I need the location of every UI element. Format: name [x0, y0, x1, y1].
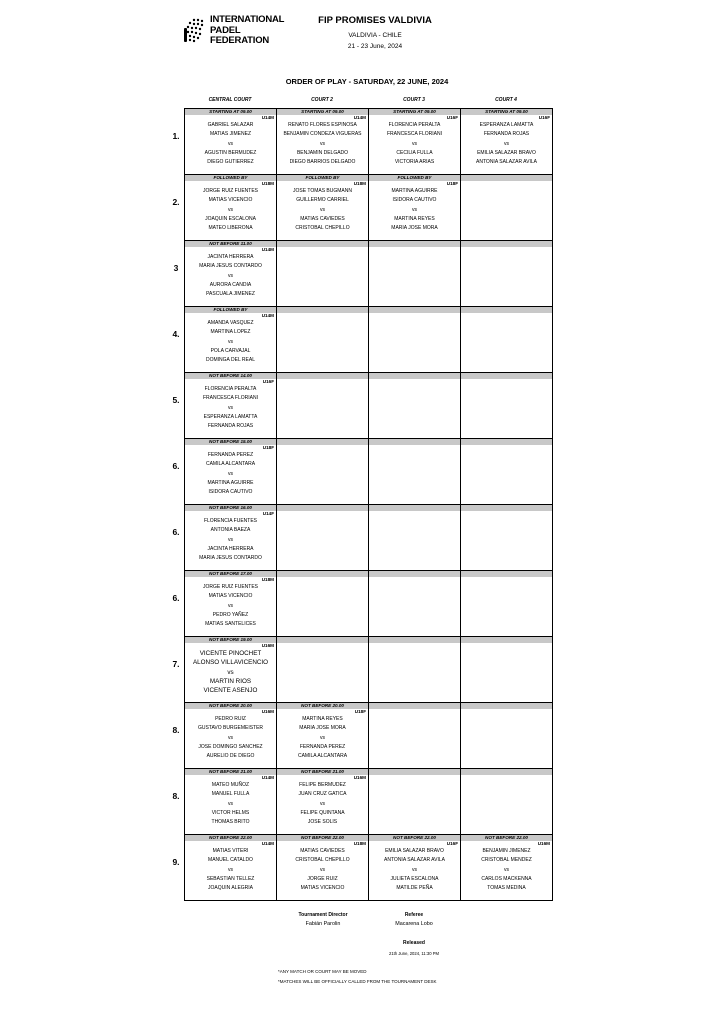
match-cell — [185, 571, 277, 637]
match-cell — [369, 373, 461, 439]
category-label: U18F — [354, 709, 366, 714]
schedule-time-band — [461, 571, 552, 577]
match-cell — [369, 307, 461, 373]
schedule-time-band: NOT BEFORE 20.00 — [277, 703, 368, 709]
player-name: ANTONIA BAEZA — [210, 527, 251, 534]
match-row — [185, 373, 553, 439]
match-row — [185, 175, 553, 241]
tournament-title: FIP PROMISES VALDIVIA — [318, 15, 432, 26]
match-cell — [277, 307, 369, 373]
versus-label: vs — [412, 206, 417, 213]
category-label: U16F — [446, 115, 458, 120]
player-name: FERNANDA PEREZ — [299, 743, 346, 750]
schedule-time-band — [461, 175, 552, 181]
match-cell — [461, 703, 553, 769]
player-name: MARIA JESUS CONTARDO — [199, 555, 262, 562]
player-name: ANTONIA SALAZAR AVILA — [384, 857, 445, 864]
match-cell — [461, 175, 553, 241]
schedule-time-band — [369, 637, 460, 643]
match-cell — [461, 373, 553, 439]
player-name: MATIAS VICENCIO — [208, 197, 253, 204]
match-cell — [277, 769, 369, 835]
player-name: MARIA JESUS CONTARDO — [199, 263, 262, 270]
schedule-time-band: FOLLOWED BY — [185, 307, 276, 313]
schedule-time-band — [369, 769, 460, 775]
category-label: U18M — [261, 577, 274, 582]
schedule-time-band: STARTING AT 09.00 — [461, 109, 552, 115]
round-number: 5. — [172, 395, 180, 405]
player-name: GABRIEL SALAZAR — [207, 122, 254, 128]
court-header-2: COURT 2 — [311, 97, 333, 103]
player-name: JOSE TOMAS BUGMANN — [293, 188, 352, 194]
schedule-time-band: NOT BEFORE 17.00 — [185, 571, 276, 577]
match-cell — [461, 835, 553, 901]
match-row — [185, 505, 553, 571]
match-cell — [369, 835, 461, 901]
category-label: U18F — [262, 445, 274, 450]
match-cell — [185, 373, 277, 439]
round-number: 7. — [172, 659, 180, 669]
federation-name: INTERNATIONAL PADEL FEDERATION — [210, 14, 285, 46]
player-name: MATIAS CAVIEDES — [300, 215, 345, 222]
category-label: U14M — [261, 247, 274, 252]
schedule-time-band — [461, 505, 552, 511]
player-name: MANUEL CATALDO — [208, 857, 253, 864]
match-cell — [277, 505, 369, 571]
match-cell — [461, 637, 553, 703]
player-name: FRANCESCA FLORIANI — [386, 131, 442, 138]
player-name: FERNANDA PEREZ — [207, 452, 254, 458]
schedule-time-band — [369, 439, 460, 445]
player-name: PASCUALA JIMENEZ — [206, 291, 255, 298]
round-number: 4. — [172, 329, 180, 339]
order-of-play-table — [184, 108, 553, 901]
player-name: FERNANDA ROJAS — [483, 131, 530, 138]
schedule-time-band: FOLLOWED BY — [185, 175, 276, 181]
player-name: CECILIA FULLA — [396, 149, 433, 156]
versus-label: vs — [228, 140, 233, 147]
player-name: MARIA JOSE MORA — [299, 725, 346, 732]
player-name: MARTINA AGUIRRE — [207, 479, 254, 486]
schedule-time-band — [369, 505, 460, 511]
match-cell — [185, 109, 277, 175]
schedule-time-band: FOLLOWED BY — [369, 175, 460, 181]
player-name: VICTORIA ARIAS — [394, 159, 435, 166]
category-label: U18M — [353, 181, 366, 186]
schedule-time-band: NOT BEFORE 22.00 — [461, 835, 552, 841]
schedule-time-band: NOT BEFORE 19.00 — [185, 637, 276, 643]
match-row — [185, 439, 553, 505]
player-name: SEBASTIAN TELLEZ — [206, 875, 255, 882]
schedule-time-band — [369, 703, 460, 709]
match-row — [185, 571, 553, 637]
versus-label: vs — [320, 206, 325, 213]
versus-label: vs — [504, 140, 509, 147]
player-name: JULIETA ESCALONA — [390, 875, 439, 882]
player-name: THOMAS BRITO — [211, 819, 250, 826]
player-name: VICTOR HELMS — [211, 809, 250, 816]
versus-label: vs — [412, 140, 417, 147]
player-name: MARTINA REYES — [394, 215, 435, 222]
schedule-time-band — [461, 307, 552, 313]
match-cell — [185, 769, 277, 835]
schedule-time-band: STARTING AT 09.00 — [185, 109, 276, 115]
match-cell — [461, 439, 553, 505]
match-cell — [185, 175, 277, 241]
schedule-time-band — [369, 571, 460, 577]
match-cell — [369, 241, 461, 307]
round-number: 8. — [172, 791, 180, 801]
match-cell — [185, 703, 277, 769]
player-name: FLORENCIA FUENTES — [203, 518, 258, 524]
player-name: PEDRO YAÑEZ — [212, 611, 249, 618]
player-name: RENATO FLORES ESPINOSA — [288, 122, 357, 128]
player-name: JOAQUIN ESCALONA — [205, 215, 256, 222]
match-row — [185, 835, 553, 901]
player-name: CAMILA ALCANTARA — [297, 753, 348, 760]
round-number: 6. — [172, 461, 180, 471]
note-match-moved: *ANY MATCH OR COURT MAY BE MOVED — [278, 969, 367, 974]
player-name: JACINTA HERRERA — [207, 545, 254, 552]
match-cell — [369, 769, 461, 835]
schedule-time-band — [461, 769, 552, 775]
match-row — [185, 109, 553, 175]
schedule-time-band: STARTING AT 09.00 — [277, 109, 368, 115]
player-name: JORGE RUIZ FUENTES — [202, 188, 258, 194]
player-name: POLA CARVAJAL — [210, 347, 251, 354]
match-cell — [185, 439, 277, 505]
player-name: CARLOS MACKENNA — [481, 875, 532, 882]
match-cell — [277, 835, 369, 901]
player-name: ESPERANZA LAMATTA — [203, 413, 258, 420]
tournament-location: VALDIVIA - CHILE — [348, 32, 402, 39]
player-name: MARTINA AGUIRRE — [391, 188, 438, 194]
versus-label: vs — [228, 536, 233, 543]
match-cell — [461, 571, 553, 637]
match-cell — [369, 109, 461, 175]
player-name: EMILIA SALAZAR BRAVO — [477, 149, 536, 156]
match-cell — [277, 637, 369, 703]
schedule-time-band — [277, 439, 368, 445]
player-name: MATIAS CAVIEDES — [300, 848, 345, 854]
versus-label: vs — [228, 800, 233, 807]
schedule-time-band: NOT BEFORE 15.00 — [185, 439, 276, 445]
round-number: 1. — [172, 131, 180, 141]
category-label: U16M — [261, 709, 274, 714]
player-name: ESPERANZA LAMATTA — [479, 122, 534, 128]
schedule-time-band — [277, 637, 368, 643]
round-number: 6. — [172, 527, 180, 537]
category-label: U14F — [262, 511, 274, 516]
player-name: CRISTOBAL CHEPILLO — [295, 857, 350, 864]
schedule-time-band: NOT BEFORE 21.00 — [277, 769, 368, 775]
match-cell — [277, 175, 369, 241]
match-cell — [461, 307, 553, 373]
match-cell — [461, 109, 553, 175]
player-name: CRISTOBAL MENDEZ — [481, 857, 532, 864]
versus-label: vs — [320, 734, 325, 741]
player-name: JOSE DOMINGO SANCHEZ — [198, 743, 263, 750]
category-label: U18F — [446, 181, 458, 186]
player-name: CAMILA ALCANTARA — [205, 461, 256, 468]
versus-label: vs — [228, 272, 233, 279]
match-row — [185, 769, 553, 835]
versus-label: vs — [320, 800, 325, 807]
player-name: BENJAMIN DELGADO — [296, 149, 349, 156]
player-name: MATIAS JIMENEZ — [209, 131, 252, 138]
padel-ball-logo-icon — [180, 14, 208, 48]
player-name: AURELIO DE DIEGO — [206, 753, 255, 760]
player-name: MATIAS VITERI — [212, 848, 249, 854]
match-cell — [369, 439, 461, 505]
match-cell — [277, 571, 369, 637]
player-name: MATILDE PEÑA — [396, 885, 433, 892]
category-label: U18M — [353, 841, 366, 846]
player-name: ISIDORA CAUTIVO — [208, 489, 253, 496]
schedule-time-band: NOT BEFORE 22.00 — [277, 835, 368, 841]
match-cell — [461, 769, 553, 835]
player-name: FLORENCIA PERALTA — [388, 122, 441, 128]
category-label: U16F — [446, 841, 458, 846]
schedule-time-band: NOT BEFORE 11.00 — [185, 241, 276, 247]
player-name: VICENTE PINOCHET — [199, 650, 262, 657]
category-label: U16M — [353, 775, 366, 780]
match-cell — [277, 109, 369, 175]
round-number: 8. — [172, 725, 180, 735]
versus-label: vs — [228, 866, 233, 873]
player-name: GUSTAVO BURGEMEISTER — [197, 725, 264, 732]
versus-label: vs — [227, 668, 234, 676]
match-cell — [277, 241, 369, 307]
schedule-time-band: NOT BEFORE 20.00 — [185, 703, 276, 709]
schedule-time-band — [369, 307, 460, 313]
player-name: JUAN CRUZ GATICA — [298, 791, 347, 798]
schedule-time-band — [461, 241, 552, 247]
match-cell — [461, 505, 553, 571]
player-name: MANUEL FULLA — [211, 791, 250, 798]
referee: Referee Macarena Lobo — [395, 912, 433, 927]
schedule-time-band — [277, 571, 368, 577]
schedule-time-band: NOT BEFORE 22.00 — [369, 835, 460, 841]
match-cell — [369, 175, 461, 241]
player-name: AURORA CANDIA — [209, 281, 252, 288]
match-cell — [461, 241, 553, 307]
ipf-logo — [180, 14, 285, 48]
player-name: JACINTA HERRERA — [207, 254, 254, 260]
schedule-time-band — [369, 373, 460, 379]
category-label: U16F — [538, 115, 550, 120]
player-name: MARTINA LOPEZ — [210, 329, 251, 336]
schedule-time-band: NOT BEFORE 21.00 — [185, 769, 276, 775]
player-name: AMANDA VASQUEZ — [207, 320, 254, 326]
player-name: MATIAS VICENCIO — [208, 593, 253, 600]
court-header-3: COURT 3 — [403, 97, 425, 103]
match-row — [185, 241, 553, 307]
match-row — [185, 637, 553, 703]
schedule-time-band — [277, 373, 368, 379]
category-label: U16F — [262, 379, 274, 384]
versus-label: vs — [504, 866, 509, 873]
category-label: U14M — [353, 115, 366, 120]
player-name: CRISTOBAL CHEPILLO — [295, 225, 350, 232]
match-cell — [277, 703, 369, 769]
match-cell — [369, 571, 461, 637]
versus-label: vs — [228, 206, 233, 213]
versus-label: vs — [228, 734, 233, 741]
player-name: MATIAS VICENCIO — [300, 885, 345, 892]
schedule-time-band — [369, 241, 460, 247]
round-number: 3 — [173, 263, 179, 273]
schedule-time-band — [461, 703, 552, 709]
player-name: PEDRO RUIZ — [215, 716, 246, 722]
match-cell — [369, 637, 461, 703]
match-cell — [185, 835, 277, 901]
category-label: U14M — [261, 775, 274, 780]
player-name: JOAQUIN ALEGRIA — [207, 885, 253, 892]
player-name: FELIPE QUINTANA — [300, 809, 345, 816]
versus-label: vs — [412, 866, 417, 873]
round-number: 2. — [172, 197, 180, 207]
schedule-time-band: NOT BEFORE 16.00 — [185, 505, 276, 511]
category-label: U14M — [261, 115, 274, 120]
player-name: BENJAMIN CONDEZA VIGUERAS — [283, 131, 362, 138]
player-name: MARTIN RIOS — [209, 677, 252, 685]
player-name: AGUSTIN BERMUDEZ — [204, 149, 257, 156]
versus-label: vs — [228, 470, 233, 477]
player-name: MARTINA REYES — [302, 716, 343, 722]
match-row — [185, 307, 553, 373]
schedule-time-band — [461, 373, 552, 379]
player-name: MARIA JOSE MORA — [391, 225, 438, 232]
schedule-time-band — [461, 439, 552, 445]
court-header-4: COURT 4 — [495, 97, 517, 103]
order-of-play-title: ORDER OF PLAY - SATURDAY, 22 JUNE, 2024 — [285, 77, 449, 86]
schedule-time-band: FOLLOWED BY — [277, 175, 368, 181]
player-name: ANTONIA SALAZAR AVILA — [476, 159, 537, 166]
match-cell — [277, 373, 369, 439]
versus-label: vs — [320, 140, 325, 147]
match-cell — [185, 307, 277, 373]
player-name: FLORENCIA PERALTA — [204, 386, 257, 392]
category-label: U16M — [537, 841, 550, 846]
schedule-time-band: NOT BEFORE 22.00 — [185, 835, 276, 841]
player-name: EMILIA SALAZAR BRAVO — [385, 848, 444, 854]
match-cell — [369, 703, 461, 769]
tournament-dates: 21 - 23 June, 2024 — [347, 43, 403, 50]
note-officially-called: *MATCHES WILL BE OFFICIALLY CALLED FROM THE TOURNAMENT DESK — [278, 979, 437, 984]
category-label: U18M — [261, 181, 274, 186]
schedule-time-band: STARTING AT 09.00 — [369, 109, 460, 115]
versus-label: vs — [228, 404, 233, 411]
player-name: GUILLERMO CARRIEL — [296, 197, 349, 204]
match-cell — [277, 439, 369, 505]
schedule-time-band — [277, 307, 368, 313]
tournament-director: Tournament Director Fabián Parolin — [298, 912, 348, 927]
player-name: FERNANDA ROJAS — [207, 423, 254, 430]
category-label: U16M — [261, 643, 274, 648]
player-name: DOMINGA DEL REAL — [206, 357, 255, 364]
player-name: ISIDORA CAUTIVO — [392, 197, 437, 204]
match-cell — [185, 241, 277, 307]
player-name: MATEO LIBERONA — [208, 225, 253, 232]
player-name: TOMAS MEDINA — [487, 885, 526, 892]
category-label: U14M — [261, 841, 274, 846]
player-name: JORGE RUIZ FUENTES — [202, 584, 258, 590]
versus-label: vs — [228, 602, 233, 609]
player-name: FELIPE BERMUDEZ — [299, 782, 346, 788]
schedule-time-band — [277, 505, 368, 511]
schedule-time-band — [461, 637, 552, 643]
player-name: JORGE RUIZ — [307, 875, 338, 882]
match-cell — [185, 505, 277, 571]
match-cell — [369, 505, 461, 571]
match-cell — [185, 637, 277, 703]
player-name: BENJAMIN JIMENEZ — [482, 848, 531, 854]
released-info: Released 21th June, 2024, 11:30 PM — [389, 940, 439, 956]
versus-label: vs — [228, 338, 233, 345]
court-header-central: CENTRAL COURT — [208, 97, 252, 103]
round-number: 6. — [172, 593, 180, 603]
schedule-time-band: NOT BEFORE 14.00 — [185, 373, 276, 379]
versus-label: vs — [320, 866, 325, 873]
player-name: ALONSO VILLAVICENCIO — [192, 659, 269, 667]
player-name: DIEGO GUTIERREZ — [207, 159, 254, 166]
player-name: VICENTE ASENJO — [203, 687, 258, 695]
player-name: JOSE SOLIS — [307, 819, 338, 826]
schedule-time-band — [277, 241, 368, 247]
player-name: FRANCESCA FLORIANI — [202, 395, 258, 402]
player-name: MATEO MUÑOZ — [211, 782, 250, 788]
player-name: MATIAS SANTELICES — [205, 621, 256, 628]
round-number: 9. — [172, 857, 180, 867]
match-row — [185, 703, 553, 769]
player-name: DIEGO BARRIOS DELGADO — [289, 159, 356, 166]
category-label: U14M — [261, 313, 274, 318]
